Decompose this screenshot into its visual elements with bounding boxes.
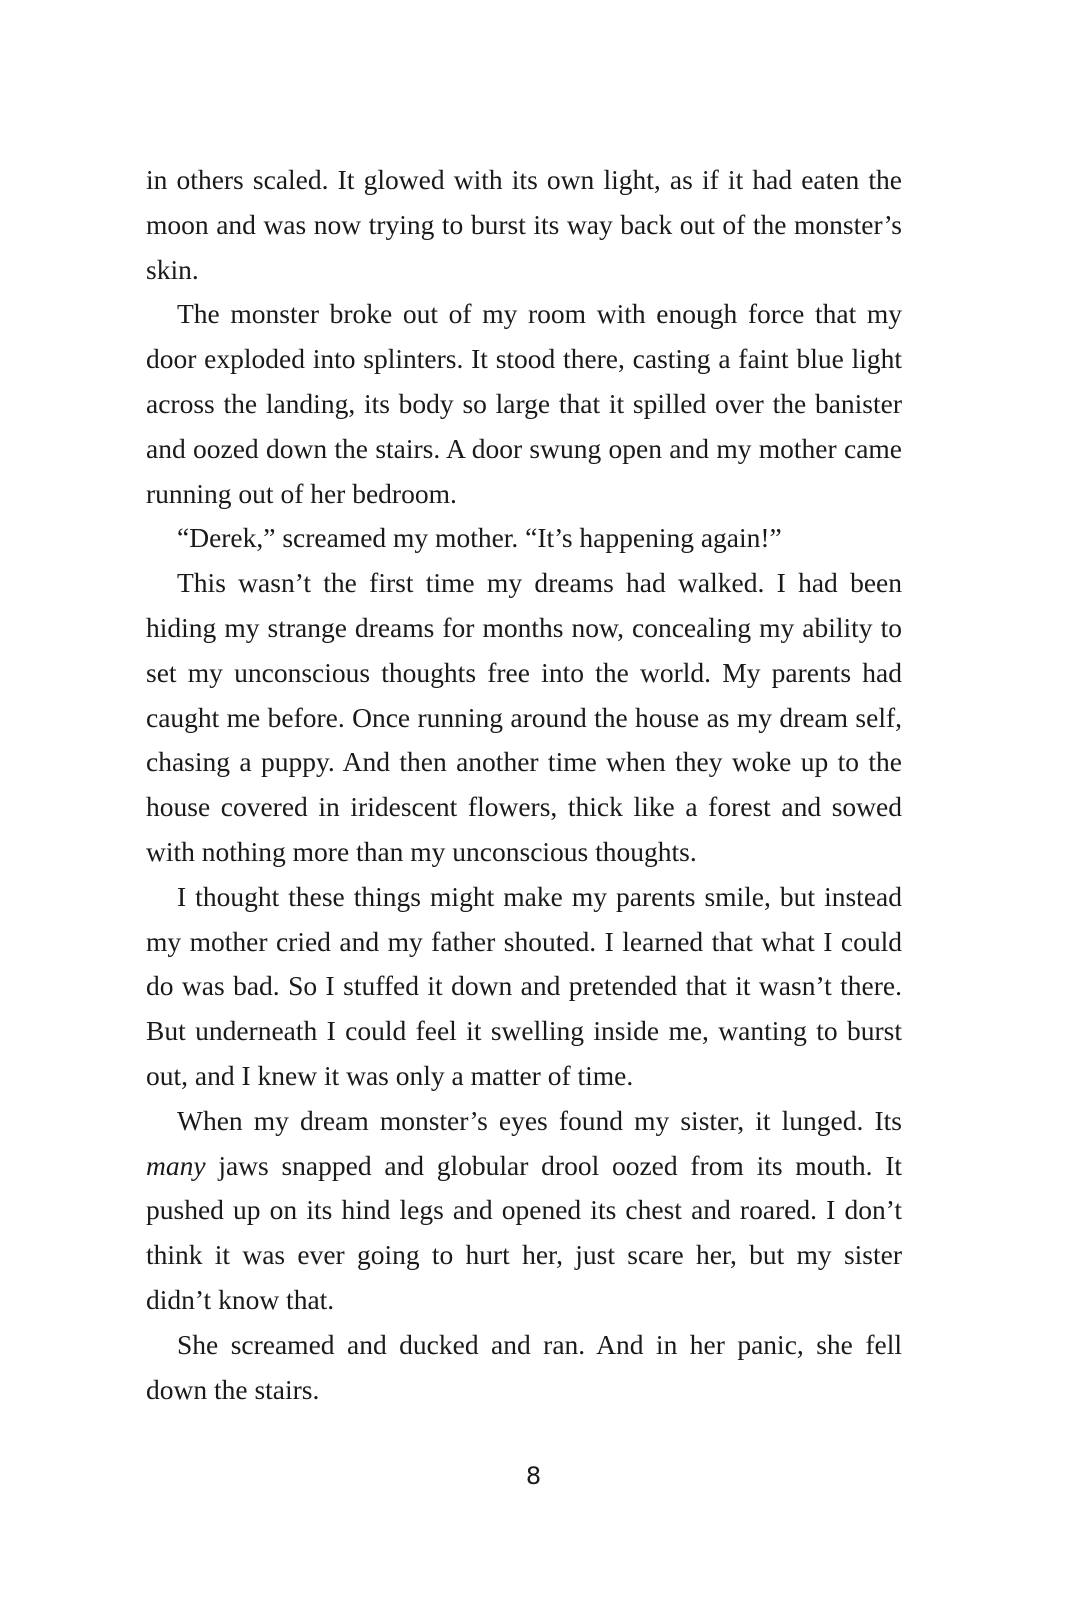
paragraph-6-rest: jaws snapped and globular drool oozed from its mouth. It pushed up on its hind legs and opened its chest and roared. I don’t think it was ever going to hurt her, just scare her, but my sister didn’t know that. [146, 1149, 902, 1315]
paragraph-2: The monster broke out of my room with enough force that my door exploded into splinters. It stood there, casting a faint blue light across the landing, its body so large that it spilled over the banister and oozed down the stairs. A door swung open and my mother came running out of her bedroom. [146, 298, 902, 509]
paragraph-4: This wasn’t the first time my dreams had walked. I had been hiding my strange dreams for months now, concealing my ability to set my unconscious thoughts free into the world. My parents had caught me before. Once running around the house as my dream self, chasing a puppy. And then another time when they woke up to the house covered in iridescent flowers, thick like a forest and sowed with nothing more than my unconscious thoughts. [146, 567, 902, 867]
body-text [146, 158, 902, 1412]
paragraph-6-emphasis: many [146, 1149, 206, 1181]
paragraph-6 [146, 1099, 902, 1323]
page-number: 8 [525, 1462, 542, 1490]
paragraph-3-dialogue: “Derek,” screamed my mother. “It’s happening again!” [177, 522, 782, 554]
paragraph-1-continued: in others scaled. It glowed with its own light, as if it had eaten the moon and was now trying to burst its way back out of the monster’s skin. [146, 164, 902, 285]
paragraph-6-lead: When my dream monster’s eyes found my sister, it lunged. Its [177, 1104, 902, 1136]
paragraph-5: I thought these things might make my parents smile, but instead my mother cried and my father shouted. I learned that what I could do was bad. So I stuffed it down and pretended that it wasn’t there. But underneath I could feel it swelling inside me, wanting to burst out, and I knew it was only a matter of time. [146, 880, 902, 1091]
paragraph-7: She screamed and ducked and ran. And in her panic, she fell down the stairs. [146, 1328, 902, 1405]
